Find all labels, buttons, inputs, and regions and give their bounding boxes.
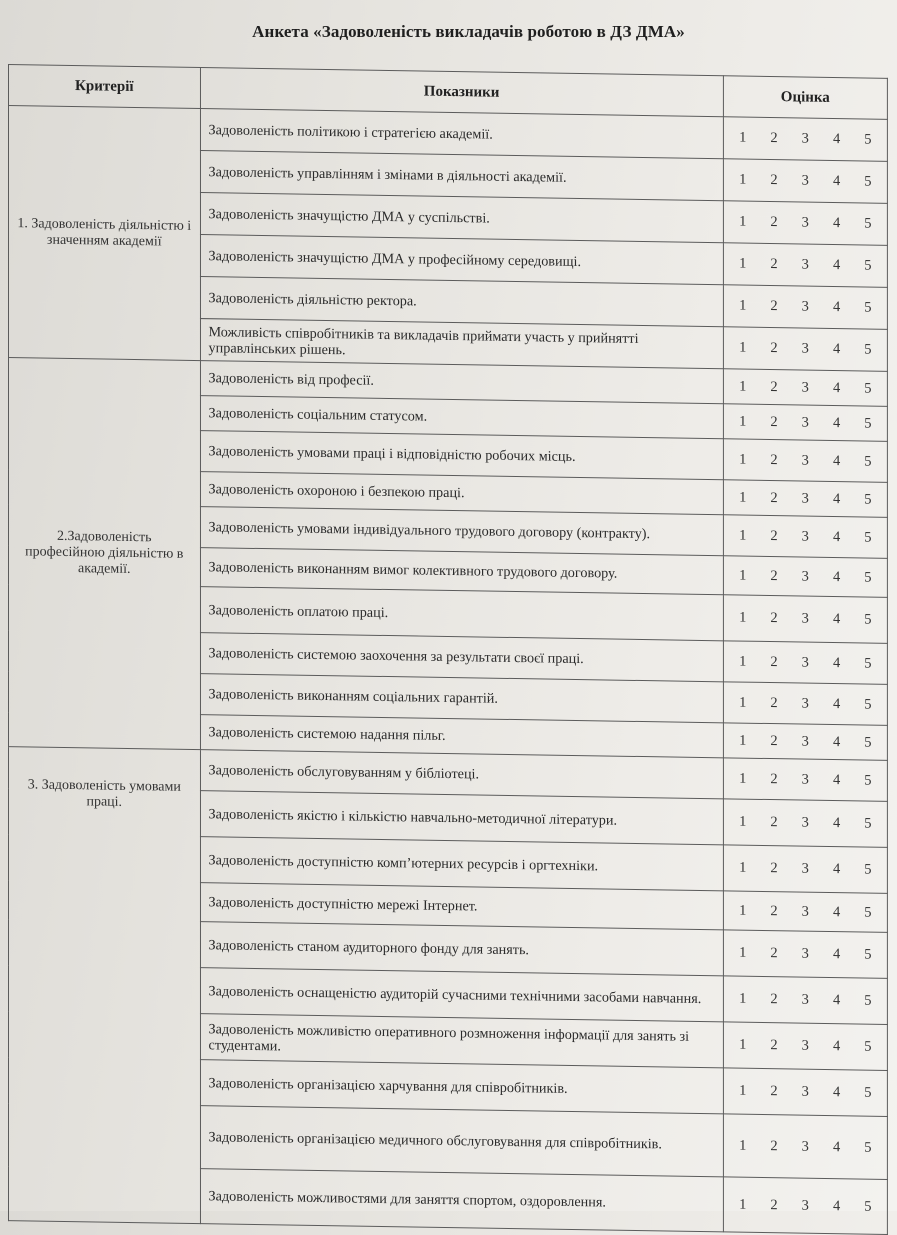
rating-option[interactable]: 1 — [739, 770, 747, 787]
indicator-cell: Задоволеність станом аудиторного фонду для занять. — [200, 922, 723, 976]
rating-option[interactable]: 4 — [832, 1038, 841, 1055]
table-body — [8, 106, 887, 1235]
rating-option[interactable]: 1 — [739, 732, 747, 749]
score-cell — [723, 641, 887, 685]
rating-option[interactable]: 2 — [770, 451, 778, 468]
rating-option[interactable]: 4 — [832, 379, 841, 396]
rating-option[interactable]: 2 — [770, 129, 778, 147]
rating-option[interactable]: 3 — [801, 695, 809, 712]
score-cell — [723, 1114, 887, 1180]
score-cell — [723, 285, 887, 330]
rating-option[interactable]: 3 — [801, 1197, 809, 1214]
rating-option[interactable]: 1 — [739, 653, 747, 670]
rating-option[interactable]: 1 — [739, 1082, 747, 1099]
score-cell — [723, 976, 887, 1025]
score-cell — [723, 243, 887, 288]
rating-option[interactable]: 2 — [770, 489, 778, 506]
rating-scale — [734, 297, 877, 316]
indicator-cell: Задоволеність політикою і стратегією академії. — [200, 109, 723, 159]
rating-option[interactable]: 1 — [739, 990, 747, 1007]
rating-option[interactable]: 2 — [770, 860, 778, 877]
rating-option[interactable]: 1 — [739, 171, 747, 188]
rating-option[interactable]: 5 — [864, 611, 872, 628]
rating-scale — [734, 527, 877, 546]
rating-option[interactable]: 3 — [801, 945, 809, 962]
rating-option[interactable]: 5 — [864, 173, 872, 190]
rating-option[interactable]: 5 — [864, 655, 872, 672]
rating-option[interactable]: 1 — [739, 451, 747, 468]
rating-scale — [734, 991, 877, 1010]
rating-option[interactable]: 5 — [864, 946, 872, 963]
rating-option[interactable]: 5 — [864, 299, 872, 316]
rating-option[interactable]: 1 — [739, 413, 747, 430]
rating-option[interactable]: 3 — [801, 130, 809, 147]
rating-option[interactable]: 4 — [832, 568, 841, 585]
rating-option[interactable]: 5 — [864, 992, 872, 1009]
rating-option[interactable]: 2 — [770, 814, 778, 831]
rating-option[interactable]: 2 — [770, 1137, 778, 1154]
indicator-cell: Задоволеність можливістю оперативного розмноження інформації для занять зі студентами. — [200, 1014, 723, 1068]
rating-option[interactable]: 5 — [864, 569, 872, 586]
indicator-cell: Задоволеність управлінням і змінами в діяльності академії. — [200, 151, 723, 201]
rating-option[interactable]: 2 — [770, 171, 778, 189]
score-cell — [723, 369, 887, 407]
rating-scale — [734, 813, 877, 832]
criterion-cell: 2.Задоволеність професійною діяльністю в академії. — [8, 358, 200, 750]
rating-option[interactable]: 1 — [739, 1036, 747, 1053]
indicator-cell: Задоволеність оплатою праці. — [200, 587, 723, 641]
score-cell — [723, 439, 887, 483]
header-criteria: Критерії — [8, 65, 200, 109]
rating-option[interactable]: 5 — [864, 341, 872, 358]
indicator-cell: Задоволеність можливостями для заняття спортом, оздоровлення. — [200, 1169, 723, 1232]
rating-option[interactable]: 1 — [739, 567, 747, 584]
rating-option[interactable]: 5 — [864, 414, 872, 432]
rating-option[interactable]: 1 — [739, 1137, 747, 1154]
indicator-cell: Задоволеність оснащеністю аудиторій сучасними технічними засобами навчання. — [200, 968, 723, 1022]
rating-option[interactable]: 1 — [739, 339, 747, 356]
rating-option[interactable]: 5 — [864, 529, 872, 546]
rating-option[interactable]: 2 — [770, 378, 778, 395]
indicator-cell: Задоволеність діяльністю ректора. — [200, 277, 723, 327]
rating-option[interactable]: 5 — [864, 491, 872, 508]
criterion-cell: 3. Задоволеність умовами праці. — [8, 747, 200, 1224]
score-cell — [723, 930, 887, 979]
rating-option[interactable]: 5 — [864, 1198, 872, 1215]
survey-table — [8, 64, 888, 1235]
indicator-cell: Задоволеність значущістю ДМА у професійному середовищі. — [200, 235, 723, 285]
rating-option[interactable]: 1 — [739, 297, 747, 314]
rating-option[interactable]: 4 — [832, 214, 841, 232]
rating-option[interactable]: 4 — [832, 172, 841, 190]
rating-scale — [734, 339, 877, 358]
rating-option[interactable]: 5 — [864, 379, 872, 397]
rating-option[interactable]: 4 — [832, 611, 841, 628]
score-cell — [723, 404, 887, 442]
header-indicators: Показники — [200, 68, 723, 117]
indicator-cell: Задоволеність умовами індивідуального трудового договору (контракту). — [200, 507, 723, 556]
indicator-cell: Задоволеність виконанням вимог колективного трудового договору. — [200, 548, 723, 595]
rating-scale — [734, 1196, 877, 1215]
rating-option[interactable]: 3 — [801, 298, 809, 315]
rating-option[interactable]: 1 — [739, 213, 747, 230]
rating-option[interactable]: 1 — [739, 527, 747, 544]
rating-option[interactable]: 4 — [832, 654, 841, 671]
rating-option[interactable]: 4 — [832, 528, 841, 545]
rating-option[interactable]: 4 — [832, 815, 841, 832]
indicator-cell: Задоволеність доступністю комп’ютерних ресурсів і оргтехніки. — [200, 837, 723, 891]
score-cell — [723, 556, 887, 598]
rating-scale — [734, 859, 877, 878]
rating-option[interactable]: 2 — [770, 653, 778, 670]
rating-option[interactable]: 5 — [864, 772, 872, 789]
rating-option[interactable]: 1 — [739, 378, 747, 395]
rating-option[interactable]: 2 — [770, 1083, 778, 1100]
rating-option[interactable]: 1 — [739, 129, 747, 146]
rating-scale — [734, 945, 877, 964]
rating-scale — [734, 1037, 877, 1056]
indicator-cell: Задоволеність значущістю ДМА у суспільстві. — [200, 193, 723, 243]
score-cell — [723, 758, 887, 802]
rating-option[interactable]: 4 — [832, 771, 841, 788]
rating-option[interactable]: 3 — [801, 414, 809, 431]
rating-option[interactable]: 1 — [739, 609, 747, 626]
rating-option[interactable]: 3 — [801, 452, 809, 469]
rating-scale — [734, 129, 877, 148]
score-cell — [723, 515, 887, 559]
rating-option[interactable]: 3 — [801, 814, 809, 831]
rating-option[interactable]: 2 — [770, 694, 778, 711]
rating-option[interactable]: 1 — [739, 1196, 747, 1213]
rating-option[interactable]: 4 — [832, 1197, 841, 1214]
indicator-cell: Задоволеність доступністю мережі Інтернет. — [200, 883, 723, 930]
rating-option[interactable]: 3 — [801, 1138, 809, 1155]
rating-scale — [734, 770, 877, 789]
rating-scale — [734, 489, 877, 508]
rating-option[interactable]: 4 — [832, 861, 841, 878]
rating-scale — [734, 413, 877, 432]
rating-option[interactable]: 5 — [864, 1139, 872, 1156]
rating-option[interactable]: 3 — [801, 172, 809, 189]
survey-sheet — [8, 64, 888, 1235]
rating-option[interactable]: 2 — [770, 255, 778, 273]
indicator-cell: Задоволеність виконанням соціальних гарантій. — [200, 674, 723, 723]
criterion-cell: 1. Задоволеність діяльністю і значенням академії — [8, 106, 200, 361]
score-cell — [723, 1022, 887, 1071]
rating-option[interactable]: 5 — [864, 861, 872, 878]
rating-option[interactable]: 3 — [801, 860, 809, 877]
rating-scale — [734, 1083, 877, 1102]
rating-option[interactable]: 4 — [832, 1084, 841, 1101]
rating-option[interactable]: 2 — [770, 902, 778, 919]
rating-scale — [734, 609, 877, 628]
rating-option[interactable]: 5 — [864, 1038, 872, 1055]
rating-option[interactable]: 5 — [864, 131, 872, 148]
rating-option[interactable]: 2 — [770, 413, 778, 430]
page-title: Анкета «Задоволеність викладачів роботою в ДЗ ДМА» — [252, 22, 685, 41]
rating-option[interactable]: 2 — [770, 945, 778, 962]
rating-option[interactable]: 4 — [832, 340, 841, 358]
rating-option[interactable]: 4 — [832, 1138, 841, 1155]
rating-option[interactable]: 2 — [770, 1037, 778, 1054]
rating-scale — [734, 732, 877, 751]
indicator-cell: Задоволеність системою надання пільг. — [200, 715, 723, 758]
rating-option[interactable]: 1 — [739, 859, 747, 876]
rating-scale — [734, 378, 877, 397]
rating-option[interactable]: 2 — [770, 610, 778, 627]
header-score: Оцінка — [723, 76, 887, 120]
rating-option[interactable]: 1 — [739, 489, 747, 506]
rating-option[interactable]: 3 — [801, 256, 809, 273]
rating-option[interactable]: 5 — [864, 257, 872, 274]
indicator-cell: Задоволеність якістю і кількістю навчально-методичної літератури. — [200, 791, 723, 845]
rating-option[interactable]: 4 — [832, 130, 841, 148]
rating-scale — [734, 255, 877, 274]
rating-option[interactable]: 4 — [832, 414, 841, 431]
rating-option[interactable]: 2 — [770, 567, 778, 584]
rating-option[interactable]: 4 — [832, 946, 841, 963]
rating-scale — [734, 694, 877, 713]
rating-option[interactable]: 5 — [864, 215, 872, 232]
rating-option[interactable]: 3 — [801, 654, 809, 671]
rating-option[interactable]: 3 — [801, 771, 809, 788]
score-cell — [723, 723, 887, 761]
score-cell — [723, 1068, 887, 1117]
indicator-cell: Можливість співробітників та викладачів приймати участь у прийнятті управлінських рішень. — [200, 319, 723, 369]
rating-option[interactable]: 3 — [801, 903, 809, 920]
rating-option[interactable]: 5 — [864, 1084, 872, 1101]
rating-option[interactable]: 4 — [832, 733, 841, 750]
rating-option[interactable]: 4 — [832, 298, 841, 316]
rating-scale — [734, 213, 877, 232]
rating-option[interactable]: 1 — [739, 944, 747, 961]
rating-option[interactable]: 4 — [832, 452, 841, 469]
rating-option[interactable]: 5 — [864, 734, 872, 751]
rating-option[interactable]: 3 — [801, 568, 809, 585]
rating-option[interactable]: 5 — [864, 904, 872, 921]
rating-option[interactable]: 3 — [801, 1083, 809, 1100]
rating-scale — [734, 451, 877, 470]
rating-option[interactable]: 3 — [801, 340, 809, 357]
rating-option[interactable]: 1 — [739, 694, 747, 711]
rating-option[interactable]: 3 — [801, 1037, 809, 1054]
rating-option[interactable]: 3 — [801, 610, 809, 627]
rating-option[interactable]: 1 — [739, 255, 747, 272]
score-cell — [723, 682, 887, 726]
score-cell — [723, 480, 887, 518]
rating-option[interactable]: 3 — [801, 991, 809, 1008]
rating-option[interactable]: 2 — [770, 298, 778, 315]
rating-option[interactable]: 3 — [801, 733, 809, 750]
score-cell — [723, 1177, 887, 1235]
rating-option[interactable]: 2 — [770, 340, 778, 357]
score-cell — [723, 159, 887, 204]
score-cell — [723, 891, 887, 933]
indicator-cell: Задоволеність умовами праці і відповідністю робочих місць. — [200, 431, 723, 480]
rating-scale — [734, 902, 877, 921]
score-cell — [723, 117, 887, 162]
rating-option[interactable]: 2 — [770, 732, 778, 749]
rating-option[interactable]: 4 — [832, 490, 841, 507]
indicator-cell: Задоволеність організацією харчування для співробітників. — [200, 1060, 723, 1114]
score-cell — [723, 799, 887, 848]
rating-option[interactable]: 1 — [739, 813, 747, 830]
indicator-cell: Задоволеність охороною і безпекою праці. — [200, 472, 723, 515]
indicator-cell: Задоволеність соціальним статусом. — [200, 396, 723, 439]
rating-option[interactable]: 3 — [801, 379, 809, 396]
rating-option[interactable]: 2 — [770, 213, 778, 231]
rating-option[interactable]: 2 — [770, 527, 778, 544]
rating-scale — [734, 567, 877, 586]
rating-option[interactable]: 5 — [864, 452, 872, 470]
score-cell — [723, 327, 887, 372]
rating-option[interactable]: 5 — [864, 696, 872, 713]
rating-option[interactable]: 3 — [801, 214, 809, 231]
indicator-cell: Задоволеність обслуговуванням у бібліотеці. — [200, 750, 723, 799]
rating-option[interactable]: 3 — [801, 528, 809, 545]
indicator-cell: Задоволеність системою заохочення за результати своєї праці. — [200, 633, 723, 682]
indicator-cell: Задоволеність від професії. — [200, 361, 723, 404]
rating-option[interactable]: 4 — [832, 695, 841, 712]
rating-option[interactable]: 4 — [832, 256, 841, 274]
rating-scale — [734, 653, 877, 672]
rating-option[interactable]: 4 — [832, 992, 841, 1009]
score-cell — [723, 595, 887, 644]
rating-option[interactable]: 2 — [770, 1196, 778, 1213]
rating-option[interactable]: 5 — [864, 815, 872, 832]
rating-option[interactable]: 2 — [770, 770, 778, 787]
rating-scale — [734, 171, 877, 190]
score-cell — [723, 845, 887, 894]
rating-option[interactable]: 1 — [739, 902, 747, 919]
indicator-cell: Задоволеність організацією медичного обслуговування для співробітників. — [200, 1106, 723, 1177]
rating-option[interactable]: 2 — [770, 991, 778, 1008]
rating-option[interactable]: 3 — [801, 490, 809, 507]
rating-scale — [734, 1137, 877, 1156]
rating-option[interactable]: 4 — [832, 903, 841, 920]
score-cell — [723, 201, 887, 246]
